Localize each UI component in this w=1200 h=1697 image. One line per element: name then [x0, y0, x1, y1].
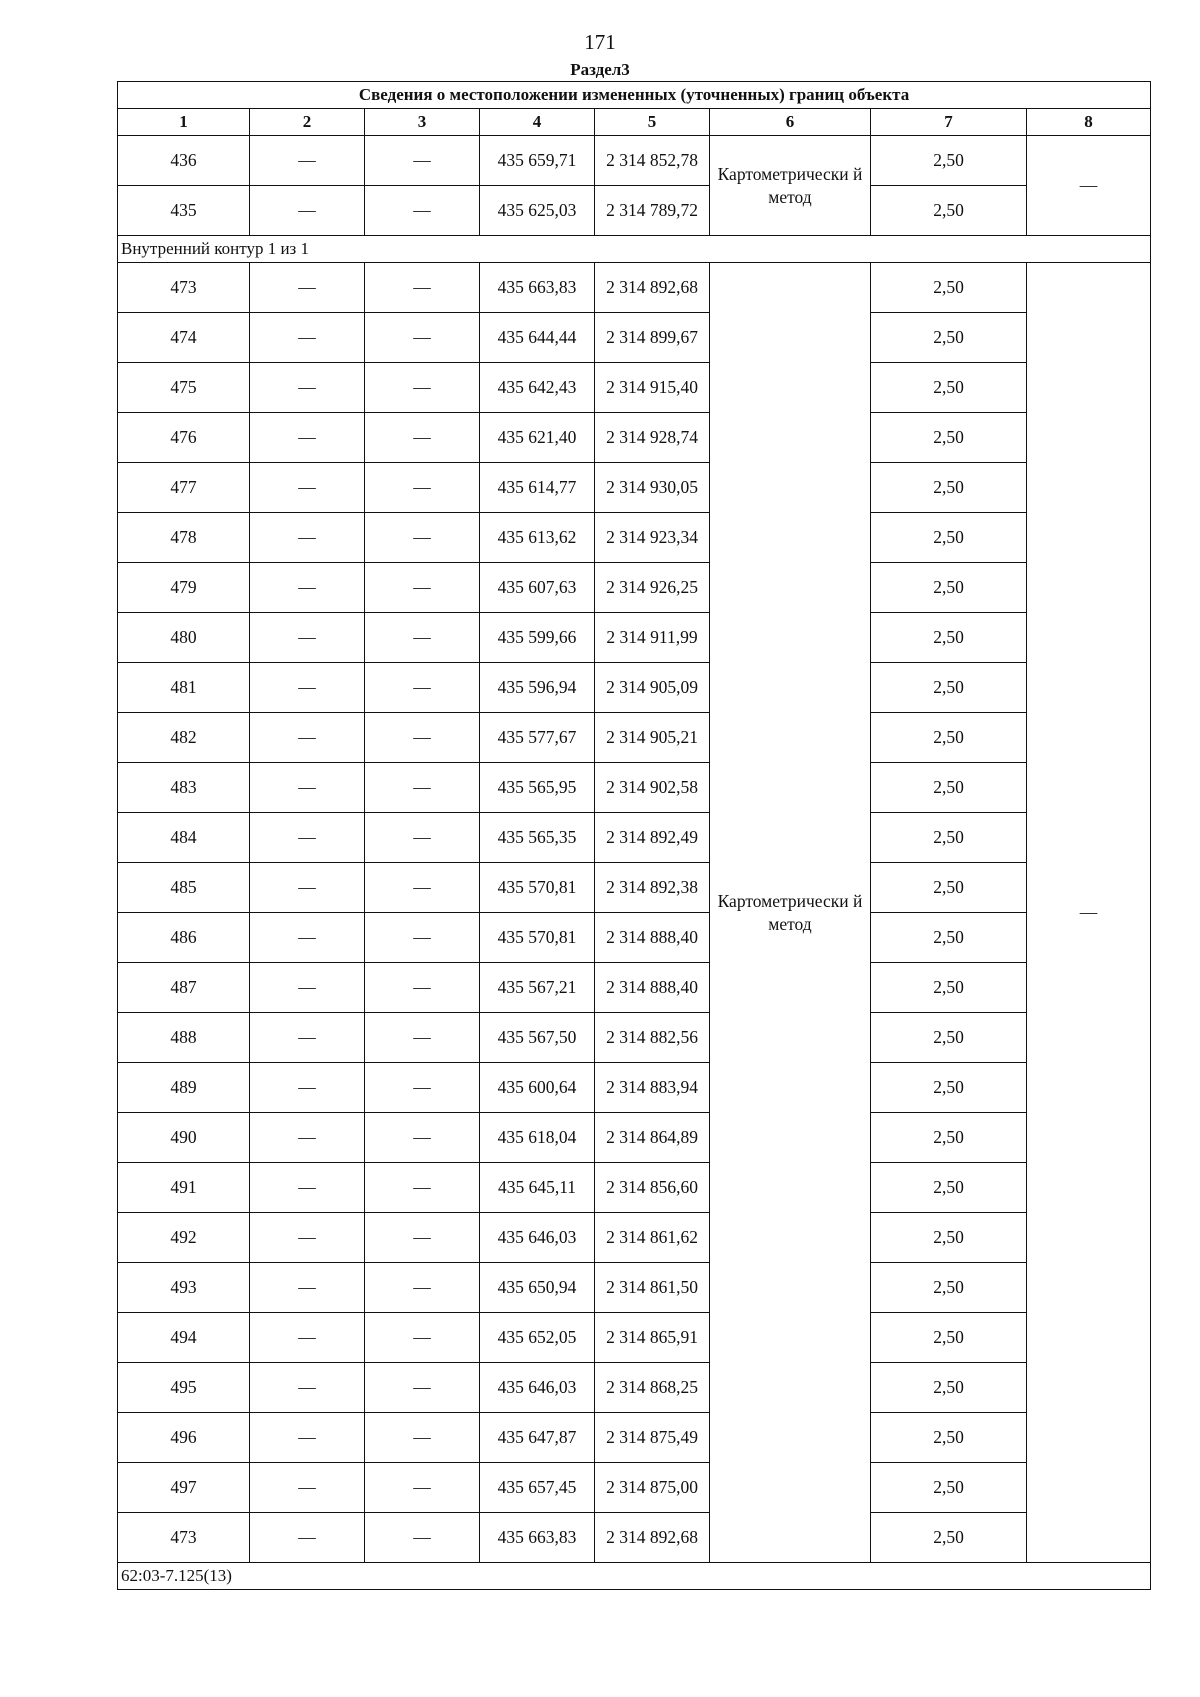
point-number-cell: 494	[118, 1313, 250, 1363]
column-header: 3	[365, 109, 480, 136]
col3-cell: —	[365, 813, 480, 863]
x-coordinate-cell: 435 607,63	[480, 563, 595, 613]
accuracy-cell: 2,50	[871, 613, 1027, 663]
point-number-cell: 483	[118, 763, 250, 813]
accuracy-cell: 2,50	[871, 1363, 1027, 1413]
y-coordinate-cell: 2 314 892,68	[595, 1513, 710, 1563]
col3-cell: —	[365, 1163, 480, 1213]
col3-cell: —	[365, 863, 480, 913]
y-coordinate-cell: 2 314 923,34	[595, 513, 710, 563]
col3-cell: —	[365, 913, 480, 963]
x-coordinate-cell: 435 570,81	[480, 863, 595, 913]
col3-cell: —	[365, 663, 480, 713]
col2-cell: —	[250, 463, 365, 513]
accuracy-cell: 2,50	[871, 1113, 1027, 1163]
col2-cell: —	[250, 1163, 365, 1213]
col3-cell: —	[365, 363, 480, 413]
method-cell: Картометрически й метод	[710, 136, 871, 236]
col2-cell: —	[250, 1213, 365, 1263]
col2-cell: —	[250, 186, 365, 236]
x-coordinate-cell: 435 577,67	[480, 713, 595, 763]
col3-cell: —	[365, 1363, 480, 1413]
y-coordinate-cell: 2 314 875,49	[595, 1413, 710, 1463]
accuracy-cell: 2,50	[871, 963, 1027, 1013]
col3-cell: —	[365, 1263, 480, 1313]
x-coordinate-cell: 435 565,95	[480, 763, 595, 813]
y-coordinate-cell: 2 314 930,05	[595, 463, 710, 513]
col3-cell: —	[365, 463, 480, 513]
x-coordinate-cell: 435 663,83	[480, 1513, 595, 1563]
x-coordinate-cell: 435 645,11	[480, 1163, 595, 1213]
table-row	[118, 613, 1151, 663]
table-row	[118, 513, 1151, 563]
y-coordinate-cell: 2 314 926,25	[595, 563, 710, 613]
col3-cell: —	[365, 563, 480, 613]
method-cell: Картометрически й метод	[710, 263, 871, 1563]
x-coordinate-cell: 435 659,71	[480, 136, 595, 186]
col2-cell: —	[250, 1013, 365, 1063]
table-row	[118, 1163, 1151, 1213]
column-headers-row	[118, 109, 1151, 136]
col2-cell: —	[250, 663, 365, 713]
point-number-cell: 473	[118, 1513, 250, 1563]
accuracy-cell: 2,50	[871, 1313, 1027, 1363]
col2-cell: —	[250, 1313, 365, 1363]
accuracy-cell: 2,50	[871, 563, 1027, 613]
y-coordinate-cell: 2 314 888,40	[595, 913, 710, 963]
table-row	[118, 1213, 1151, 1263]
table-row	[118, 813, 1151, 863]
accuracy-cell: 2,50	[871, 1263, 1027, 1313]
accuracy-cell: 2,50	[871, 1513, 1027, 1563]
accuracy-cell: 2,50	[871, 186, 1027, 236]
col3-cell: —	[365, 313, 480, 363]
y-coordinate-cell: 2 314 875,00	[595, 1463, 710, 1513]
y-coordinate-cell: 2 314 883,94	[595, 1063, 710, 1113]
y-coordinate-cell: 2 314 882,56	[595, 1013, 710, 1063]
point-number-cell: 489	[118, 1063, 250, 1113]
point-number-cell: 480	[118, 613, 250, 663]
point-number-cell: 490	[118, 1113, 250, 1163]
col2-cell: —	[250, 963, 365, 1013]
table-row	[118, 713, 1151, 763]
page-number: 171	[584, 30, 616, 54]
column-header: 5	[595, 109, 710, 136]
col3-cell: —	[365, 1313, 480, 1363]
y-coordinate-cell: 2 314 868,25	[595, 1363, 710, 1413]
column-header: 6	[710, 109, 871, 136]
x-coordinate-cell: 435 663,83	[480, 263, 595, 313]
x-coordinate-cell: 435 618,04	[480, 1113, 595, 1163]
point-number-cell: 435	[118, 186, 250, 236]
column-header: 2	[250, 109, 365, 136]
y-coordinate-cell: 2 314 789,72	[595, 186, 710, 236]
point-number-cell: 492	[118, 1213, 250, 1263]
x-coordinate-cell: 435 614,77	[480, 463, 595, 513]
table-row	[118, 1513, 1151, 1563]
table-row	[118, 263, 1151, 313]
accuracy-cell: 2,50	[871, 1063, 1027, 1113]
boundary-coordinates-table	[117, 81, 1151, 1590]
table-row	[118, 1463, 1151, 1513]
accuracy-cell: 2,50	[871, 513, 1027, 563]
col8-cell: —	[1027, 136, 1151, 236]
col2-cell: —	[250, 1363, 365, 1413]
y-coordinate-cell: 2 314 892,49	[595, 813, 710, 863]
x-coordinate-cell: 435 657,45	[480, 1463, 595, 1513]
point-number-cell: 482	[118, 713, 250, 763]
point-number-cell: 488	[118, 1013, 250, 1063]
point-number-cell: 477	[118, 463, 250, 513]
col2-cell: —	[250, 263, 365, 313]
y-coordinate-cell: 2 314 856,60	[595, 1163, 710, 1213]
column-header: 4	[480, 109, 595, 136]
point-number-cell: 475	[118, 363, 250, 413]
y-coordinate-cell: 2 314 861,62	[595, 1213, 710, 1263]
col2-cell: —	[250, 763, 365, 813]
table-row	[118, 963, 1151, 1013]
accuracy-cell: 2,50	[871, 363, 1027, 413]
x-coordinate-cell: 435 646,03	[480, 1213, 595, 1263]
accuracy-cell: 2,50	[871, 263, 1027, 313]
table-row	[118, 663, 1151, 713]
col2-cell: —	[250, 1413, 365, 1463]
y-coordinate-cell: 2 314 911,99	[595, 613, 710, 663]
col3-cell: —	[365, 413, 480, 463]
col2-cell: —	[250, 136, 365, 186]
table-row	[118, 913, 1151, 963]
col2-cell: —	[250, 613, 365, 663]
x-coordinate-cell: 435 600,64	[480, 1063, 595, 1113]
point-number-cell: 476	[118, 413, 250, 463]
col3-cell: —	[365, 136, 480, 186]
point-number-cell: 436	[118, 136, 250, 186]
accuracy-cell: 2,50	[871, 813, 1027, 863]
col2-cell: —	[250, 1263, 365, 1313]
accuracy-cell: 2,50	[871, 913, 1027, 963]
y-coordinate-cell: 2 314 902,58	[595, 763, 710, 813]
table-row	[118, 863, 1151, 913]
point-number-cell: 473	[118, 263, 250, 313]
table-row	[118, 313, 1151, 363]
y-coordinate-cell: 2 314 865,91	[595, 1313, 710, 1363]
y-coordinate-cell: 2 314 888,40	[595, 963, 710, 1013]
x-coordinate-cell: 435 625,03	[480, 186, 595, 236]
x-coordinate-cell: 435 644,44	[480, 313, 595, 363]
table-row	[118, 1063, 1151, 1113]
x-coordinate-cell: 435 570,81	[480, 913, 595, 963]
col2-cell: —	[250, 1463, 365, 1513]
col3-cell: —	[365, 1513, 480, 1563]
col2-cell: —	[250, 313, 365, 363]
y-coordinate-cell: 2 314 905,21	[595, 713, 710, 763]
point-number-cell: 479	[118, 563, 250, 613]
col3-cell: —	[365, 1213, 480, 1263]
y-coordinate-cell: 2 314 864,89	[595, 1113, 710, 1163]
x-coordinate-cell: 435 652,05	[480, 1313, 595, 1363]
x-coordinate-cell: 435 621,40	[480, 413, 595, 463]
x-coordinate-cell: 435 565,35	[480, 813, 595, 863]
table-row	[118, 1313, 1151, 1363]
column-header: 8	[1027, 109, 1151, 136]
table-row	[118, 186, 1151, 236]
col3-cell: —	[365, 963, 480, 1013]
table-row	[118, 136, 1151, 186]
x-coordinate-cell: 435 567,50	[480, 1013, 595, 1063]
col2-cell: —	[250, 363, 365, 413]
accuracy-cell: 2,50	[871, 313, 1027, 363]
col3-cell: —	[365, 1013, 480, 1063]
accuracy-cell: 2,50	[871, 413, 1027, 463]
x-coordinate-cell: 435 646,03	[480, 1363, 595, 1413]
x-coordinate-cell: 435 599,66	[480, 613, 595, 663]
x-coordinate-cell: 435 642,43	[480, 363, 595, 413]
table-row	[118, 1363, 1151, 1413]
inner-contour-label: Внутренний контур 1 из 1	[118, 236, 1151, 263]
table-row	[118, 363, 1151, 413]
col3-cell: —	[365, 1413, 480, 1463]
point-number-cell: 474	[118, 313, 250, 363]
col3-cell: —	[365, 186, 480, 236]
point-number-cell: 491	[118, 1163, 250, 1213]
accuracy-cell: 2,50	[871, 1013, 1027, 1063]
footer-code: 62:03-7.125(13)	[118, 1563, 1151, 1590]
col2-cell: —	[250, 863, 365, 913]
col2-cell: —	[250, 563, 365, 613]
accuracy-cell: 2,50	[871, 663, 1027, 713]
table-row	[118, 1113, 1151, 1163]
x-coordinate-cell: 435 650,94	[480, 1263, 595, 1313]
accuracy-cell: 2,50	[871, 463, 1027, 513]
point-number-cell: 497	[118, 1463, 250, 1513]
table-row	[118, 1013, 1151, 1063]
col2-cell: —	[250, 913, 365, 963]
table-caption: Сведения о местоположении измененных (уточненных) границ объекта	[118, 82, 1151, 109]
accuracy-cell: 2,50	[871, 1463, 1027, 1513]
col2-cell: —	[250, 413, 365, 463]
col3-cell: —	[365, 263, 480, 313]
accuracy-cell: 2,50	[871, 763, 1027, 813]
column-header: 7	[871, 109, 1027, 136]
col3-cell: —	[365, 1113, 480, 1163]
col8-cell: —	[1027, 263, 1151, 1563]
section-title: Раздел3	[570, 60, 630, 79]
accuracy-cell: 2,50	[871, 1163, 1027, 1213]
accuracy-cell: 2,50	[871, 1413, 1027, 1463]
y-coordinate-cell: 2 314 928,74	[595, 413, 710, 463]
col2-cell: —	[250, 513, 365, 563]
col3-cell: —	[365, 763, 480, 813]
point-number-cell: 495	[118, 1363, 250, 1413]
col2-cell: —	[250, 1113, 365, 1163]
y-coordinate-cell: 2 314 852,78	[595, 136, 710, 186]
col2-cell: —	[250, 813, 365, 863]
point-number-cell: 481	[118, 663, 250, 713]
y-coordinate-cell: 2 314 899,67	[595, 313, 710, 363]
x-coordinate-cell: 435 596,94	[480, 663, 595, 713]
x-coordinate-cell: 435 567,21	[480, 963, 595, 1013]
point-number-cell: 496	[118, 1413, 250, 1463]
accuracy-cell: 2,50	[871, 713, 1027, 763]
point-number-cell: 493	[118, 1263, 250, 1313]
col2-cell: —	[250, 1513, 365, 1563]
col2-cell: —	[250, 713, 365, 763]
table-row	[118, 763, 1151, 813]
y-coordinate-cell: 2 314 861,50	[595, 1263, 710, 1313]
accuracy-cell: 2,50	[871, 1213, 1027, 1263]
col3-cell: —	[365, 513, 480, 563]
col3-cell: —	[365, 1463, 480, 1513]
table-row	[118, 1263, 1151, 1313]
col3-cell: —	[365, 613, 480, 663]
y-coordinate-cell: 2 314 892,68	[595, 263, 710, 313]
table-row	[118, 1413, 1151, 1463]
table-row	[118, 463, 1151, 513]
y-coordinate-cell: 2 314 915,40	[595, 363, 710, 413]
point-number-cell: 478	[118, 513, 250, 563]
y-coordinate-cell: 2 314 905,09	[595, 663, 710, 713]
y-coordinate-cell: 2 314 892,38	[595, 863, 710, 913]
col3-cell: —	[365, 713, 480, 763]
col2-cell: —	[250, 1063, 365, 1113]
point-number-cell: 487	[118, 963, 250, 1013]
col3-cell: —	[365, 1063, 480, 1113]
accuracy-cell: 2,50	[871, 863, 1027, 913]
table-row	[118, 563, 1151, 613]
point-number-cell: 485	[118, 863, 250, 913]
point-number-cell: 486	[118, 913, 250, 963]
point-number-cell: 484	[118, 813, 250, 863]
table-row	[118, 413, 1151, 463]
accuracy-cell: 2,50	[871, 136, 1027, 186]
column-header: 1	[118, 109, 250, 136]
x-coordinate-cell: 435 613,62	[480, 513, 595, 563]
x-coordinate-cell: 435 647,87	[480, 1413, 595, 1463]
